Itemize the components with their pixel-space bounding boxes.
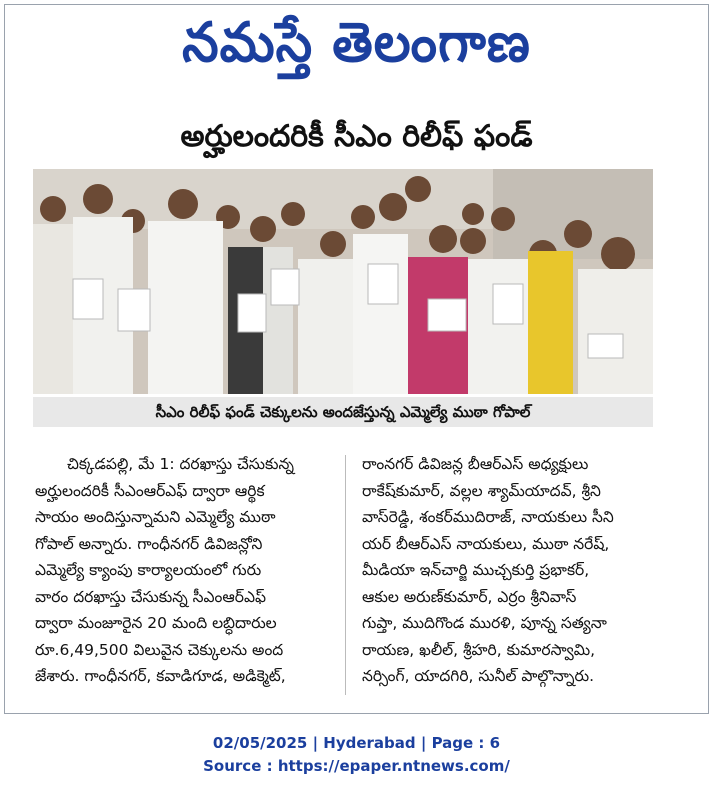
- article-column-left: [35, 451, 335, 690]
- article-line: అర్హులందరికీ సీఎంఆర్ఎఫ్ ద్వారా ఆర్థిక: [35, 481, 265, 500]
- article-line: రాయణ, ఖలీల్, శ్రీహరి, కుమారస్వామి,: [362, 640, 596, 659]
- footer-source-link[interactable]: Source : https://epaper.ntnews.com/: [203, 757, 510, 775]
- footer-date-line: 02/05/2025 | Hyderabad | Page : 6: [212, 734, 501, 752]
- photo-caption: సీఎం రిలీఫ్ ఫండ్ చెక్కులను అందజేస్తున్న ఎమ్మెల్యే ముఠా గోపాల్: [33, 397, 653, 427]
- article-line: వాస్‌రెడ్డి, శంకర్‌ముదిరాజ్, నాయకులు సీని: [362, 508, 614, 526]
- article-line: రూ.6,49,500 విలువైన చెక్కులను అంద: [35, 640, 284, 659]
- article-line: ఆకుల అరుణ్‌కుమార్, ఎర్రం శ్రీనివాస్: [362, 587, 577, 606]
- article-column-right: [362, 451, 662, 690]
- article-headline: అర్హులందరికీ సీఎం రిలీఫ్ ఫండ్: [180, 119, 533, 154]
- masthead-logo: నమస్తే తెలంగాణ: [182, 11, 531, 75]
- article-line: మీడియా ఇన్‌చార్జి ముచ్చకుర్తి ప్రభాకర్,: [362, 561, 590, 579]
- article-line: చిక్కడపల్లి, మే 1: దరఖాస్తు చేసుకున్న: [67, 455, 294, 473]
- article-line: నర్సింగ్, యాదగిరి, సునీల్ పాల్గొన్నారు.: [362, 667, 594, 685]
- article-line: రాకేష్‌కుమార్, వల్లల శ్యామ్‌యాదవ్, శ్రీని: [362, 481, 601, 500]
- article-line: ఎమ్మెల్యే క్యాంపు కార్యాలయంలో గురు: [35, 561, 262, 579]
- article-line: జేశారు. గాంధీనగర్, కవాడిగూడ, అడిక్మెట్,: [35, 667, 286, 685]
- newspaper-clipping: [4, 4, 709, 714]
- column-divider: [345, 455, 346, 695]
- article-line: ద్వారా మంజూరైన 20 మంది లబ్ధిదారుల: [35, 614, 277, 632]
- article-line: రాంనగర్ డివిజన్ల బీఆర్ఎస్ అధ్యక్షులు: [362, 455, 589, 473]
- article-line: సాయం అందిస్తున్నామని ఎమ్మెల్యే ముఠా: [35, 508, 276, 526]
- article-line: గోపాల్ అన్నారు. గాంధీనగర్ డివిజన్లోని: [35, 534, 263, 553]
- article-photo: [33, 169, 653, 394]
- article-line: వారం దరఖాస్తు చేసుకున్న సీఎంఆర్ఎఫ్: [35, 587, 266, 606]
- article-line: యర్ బీఆర్ఎస్ నాయకులు, ముఠా నరేష్,: [362, 534, 610, 553]
- article-line: గుప్తా, ముదిగొండ మురళి, పూన్న సత్యనా: [362, 614, 607, 632]
